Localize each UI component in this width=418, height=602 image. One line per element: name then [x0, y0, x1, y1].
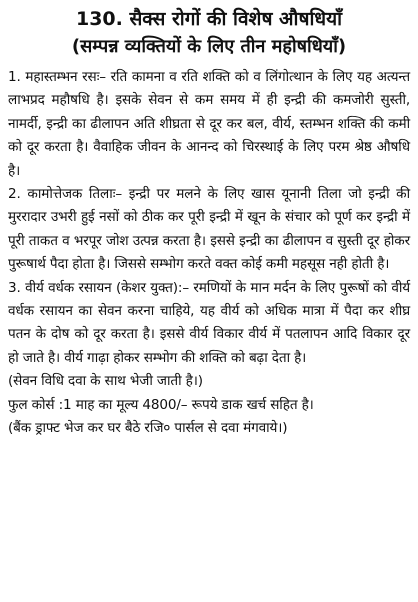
page-subtitle: (सम्पन्न व्यक्तियों के लिए तीन महोषधियाँ) — [71, 36, 347, 57]
price-line: फुल कोर्स :1 माह का मूल्य 4800/– रूपये डाक खर्च सहित है। — [8, 396, 314, 413]
document-body — [8, 66, 410, 441]
usage-note: (सेवन विधि दवा के साथ भेजी जाती है।) — [8, 373, 203, 390]
order-note: (बैंक ड्राफ्ट भेज कर घर बैठे रजि० पार्सल से दवा मंगवाये।) — [8, 420, 288, 437]
section-kamottejak-tila: 2. कामोत्तेजक तिलाः– इन्द्री पर मलने के लिए खास यूनानी तिला जो इन्द्री की मुररादार उभरी हुई नसों को ठीक कर पूरी इन्द्री में खून के संचार को पूर्ण कर इन्द्री में पूरी ताकत व भरपूर जोश उत्पन्न करता है। इससे इन्द्री का ढीलापन व सुस्ती दूर होकर पुरूषार्थ पैदा होता है। जिससे सम्भोग करते वक्त कोई कमी महसूस नही होती है। — [8, 186, 410, 273]
section-mahastambhan-ras: 1. महास्तम्भन रसः– रति कामना व रति शक्ति को व लिंगोत्थान के लिए यह अत्यन्त लाभप्रद महौषधि है। इसके सेवन से कम समय में ही इन्द्री की कमजोरी सुस्ती, नामर्दी, इन्द्री का ढीलापन अति शीघ्रता से दूर कर बल, वीर्य, स्तम्भन शक्ति की कमी को दूर करता है। वैवाहिक जीवन के आनन्द को चिरस्थाई के लिए परम श्रेष्ठ औषधि है। — [8, 69, 410, 179]
page-title: 130. सैक्स रोगों की विशेष औषधियाँ — [75, 8, 343, 30]
section-veerya-vardhak-rasayan: 3. वीर्य वर्धक रसायन (केशर युक्त):– रमणियों के मान मर्दन के लिए पुरूषों को वीर्य वर्धक रसायन का सेवन करना चाहिये, यह वीर्य को अधिक मात्रा में पैदा कर शीघ्र पतन के दोष को दूर करता है। इससे वीर्य विकार वीर्य में पतलापन आदि विकार दूर हो जाते है। वीर्य गाढ़ा होकर सम्भोग की शक्ति को बढ़ा देता है। — [8, 279, 410, 366]
